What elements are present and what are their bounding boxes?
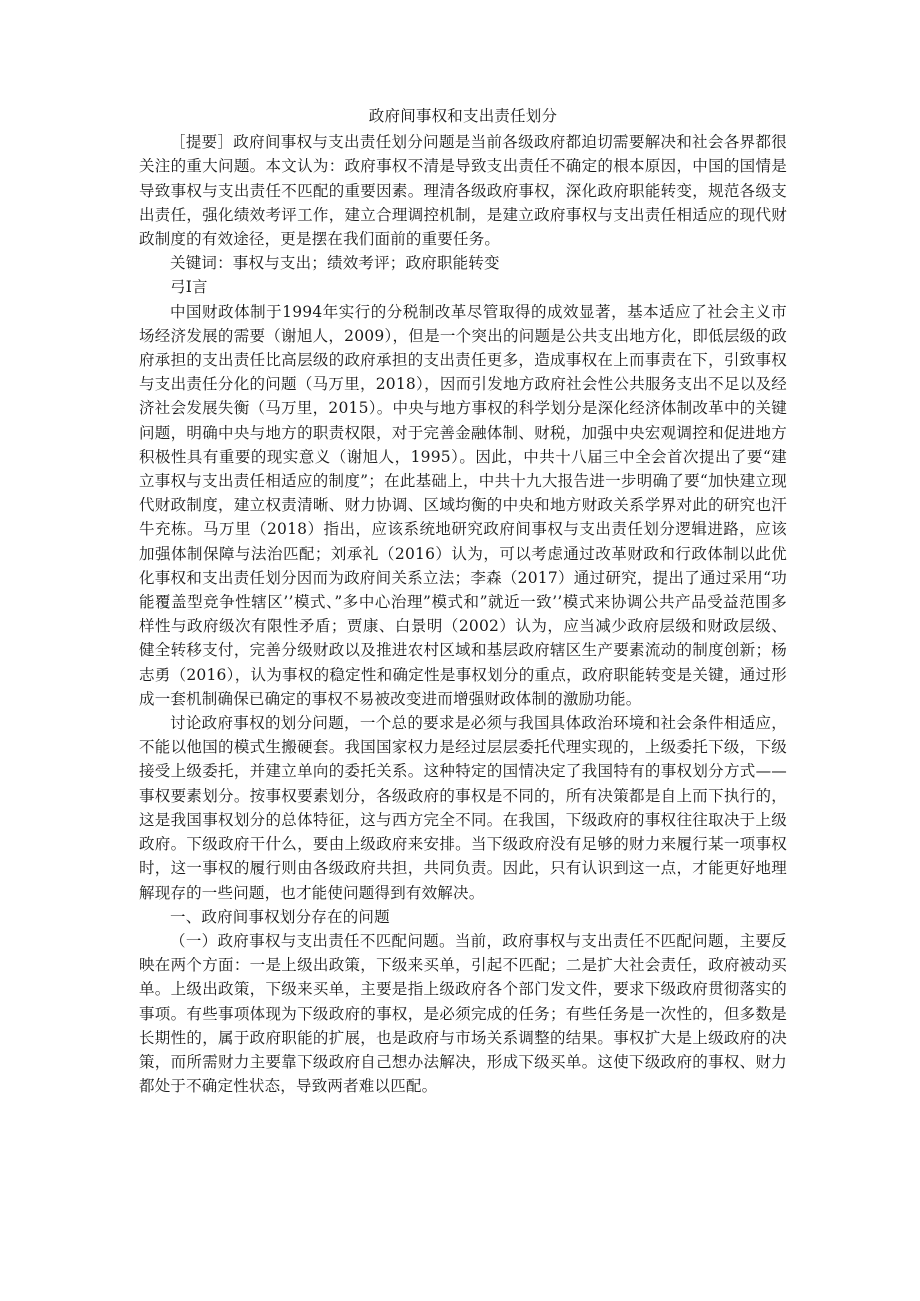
section-heading-1: 一、政府间事权划分存在的问题 [170, 907, 390, 926]
body-paragraph-3: （一）政府事权与支出责任不匹配问题。当前，政府事权与支出责任不匹配问题，主要反映在两个方面：一是上级出政策，下级来买单，引起不匹配；二是扩大社会责任，政府被动买单。上级出政策，下级来买单，主要是指上级政府各个部门发文件，要求下级政府贯彻落实的事项。有些事项体现为下级政府的事权，是必须完成的任务；有些任务是一次性的，但多数是长期性的，属于政府职能的扩展，也是政府与市场关系调整的结果。事权扩大是上级政府的决策，而所需财力主要靠下级政府自己想办法解决，形成下级买单。这使下级政府的事权、财力都处于不确定性状态，导致两者难以匹配。 [139, 931, 787, 1096]
document-page [139, 104, 787, 1098]
body-paragraph-1: 中国财政体制于1994年实行的分税制改革尽管取得的成效显著，基本适应了社会主义市场经济发展的需要（谢旭人，2009），但是一个突出的问题是公共支出地方化，即低层级的政府承担的支出责任比高层级的政府承担的支出责任更多，造成事权在上而事责在下，引致事权与支出责任分化的问题（马万里，2018），因而引发地方政府社会性公共服务支出不足以及经济社会发展失衡（马万里，2015）。中央与地方事权的科学划分是深化经济体制改革中的关键问题，明确中央与地方的职责权限，对于完善金融体制、财税，加强中央宏观调控和促进地方积极性具有重要的现实意义（谢旭人，1995）。因此，中共十八届三中全会首次提出了要“建立事权与支出责任相适应的制度”；在此基础上，中共十九大报告进一步明确了要“加快建立现代财政制度，建立权责清晰、财力协调、区域均衡的中央和地方财政关系学界对此的研究也汗牛充栋。马万里（2018）指出，应该系统地研究政府间事权与支出责任划分逻辑进路，应该加强体制保障与法治匹配；刘承礼（2016）认为，可以考虑通过改革财政和行政体制以此优化事权和支出责任划分因而为政府间关系立法；李森（2017）通过研究，提出了通过采用“功能覆盖型竞争性辖区’’模式、”多中心治理”模式和”就近一致’’模式来协调公共产品受益范围多样性与政府级次有限性矛盾；贾康、白景明（2002）认为，应当减少政府层级和财政层级、健全转移支付，完善分级财政以及推进农村区域和基层政府辖区生产要素流动的制度创新；杨志勇（2016），认为事权的稳定性和确定性是事权划分的重点，政府职能转变是关键，通过形成一套机制确保已确定的事权不易被改变进而增强财政体制的激励功能。 [139, 302, 787, 708]
body-paragraph-2: 讨论政府事权的划分问题，一个总的要求是必须与我国具体政治环境和社会条件相适应，不能以他国的模式生搬硬套。我国国家权力是经过层层委托代理实现的，上级委托下级，下级接受上级委托，并建立单向的委托关系。这种特定的国情决定了我国特有的事权划分方式——事权要素划分。按事权要素划分，各级政府的事权是不同的，所有决策都是自上而下执行的，这是我国事权划分的总体特征，这与西方完全不同。在我国，下级政府的事权往往取决于上级政府。下级政府干什么，要由上级政府来安排。当下级政府没有足够的财力来履行某一项事权时，这一事权的履行则由各级政府共担，共同负责。因此，只有认识到这一点，才能更好地理解现存的一些问题，也才能使问题得到有效解决。 [139, 714, 787, 902]
keywords-line: 关键词：事权与支出；绩效考评；政府职能转变 [170, 254, 500, 273]
document-title: 政府间事权和支出责任划分 [368, 107, 558, 125]
intro-heading: 弓I言 [170, 278, 208, 297]
abstract-paragraph: ［提要］政府间事权与支出责任划分问题是当前各级政府都迫切需要解决和社会各界都很关注的重大问题。本文认为：政府事权不清是导致支出责任不确定的根本原因，中国的国情是导致事权与支出责任不匹配的重要因素。理清各级政府事权，深化政府职能转变，规范各级支出责任，强化绩效考评工作，建立合理调控机制，是建立政府事权与支出责任相适应的现代财政制度的有效途径，更是摆在我们面前的重要任务。 [139, 133, 787, 249]
